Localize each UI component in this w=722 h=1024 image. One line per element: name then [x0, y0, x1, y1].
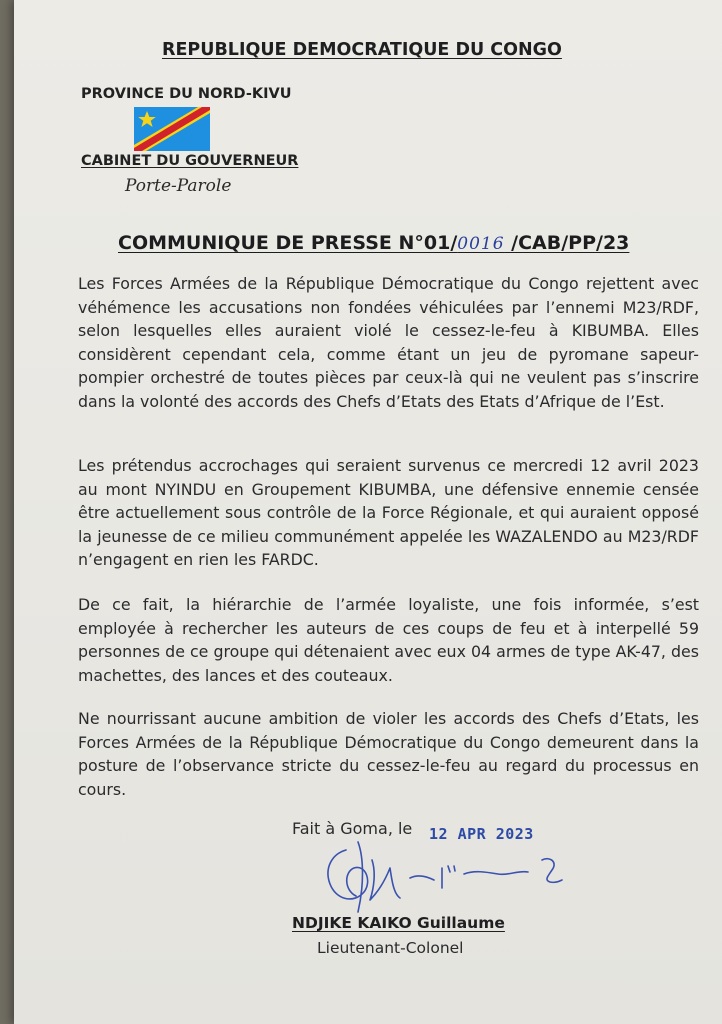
- handwritten-number: 0016: [457, 234, 505, 254]
- handwritten-signature: [314, 838, 584, 923]
- office-subtitle: Porte-Parole: [125, 176, 232, 196]
- place-date-line: Fait à Goma, le: [292, 819, 413, 838]
- drc-flag-icon: [134, 107, 210, 151]
- title-suffix: /CAB/PP/23: [504, 232, 630, 254]
- signer-name: NDJIKE KAIKO Guillaume: [292, 914, 505, 932]
- paragraph-3: De ce fait, la hiérarchie de l’armée loyaliste, une fois informée, s’est employée à rechercher les auteurs de ces coups de feu et à interpellé 59 personnes de ce groupe qui détenaient avec eux 04 armes de type AK-47, des machettes, des lances et des couteaux.: [78, 595, 699, 685]
- cabinet-heading: CABINET DU GOUVERNEUR: [81, 153, 299, 169]
- republic-heading: REPUBLIQUE DEMOCRATIQUE DU CONGO: [162, 40, 562, 60]
- paragraph-1: Les Forces Armées de la République Démocratique du Congo rejettent avec véhémence les accusations non fondées véhiculées par l’ennemi M23/RDF, selon lesquelles elles auraient violé le cessez-le-feu à KIBUMBA. Elles considèrent cependant cela, comme étant un jeu de pyromane sapeur-pompier orchestré de toutes pièces par ceux-là qui ne veulent pas s’inscrire dans la volonté des accords des Chefs d’Etats des Etats d’Afrique de l’Est.: [78, 274, 699, 411]
- title-prefix: COMMUNIQUE DE PRESSE N°01/: [118, 232, 458, 254]
- communique-title: [118, 232, 629, 254]
- document-page: [14, 0, 722, 1024]
- province-heading: PROVINCE DU NORD-KIVU: [81, 86, 292, 102]
- paragraph-2: Les prétendus accrochages qui seraient survenus ce mercredi 12 avril 2023 au mont NYINDU en Groupement KIBUMBA, une défensive ennemie censée être actuellement sous contrôle de la Force Régionale, et qui auraient opposé la jeunesse de ce milieu communément appelée les WAZALENDO au M23/RDF n’engagent en rien les FARDC.: [78, 456, 699, 570]
- paragraph-4: Ne nourrissant aucune ambition de violer les accords des Chefs d’Etats, les Forces Armées de la République Démocratique du Congo demeurent dans la posture de l’observance stricte du cessez-le-feu au regard du processus en cours.: [78, 709, 699, 799]
- date-stamp: 12 APR 2023: [429, 825, 534, 843]
- signer-rank: Lieutenant-Colonel: [317, 939, 464, 957]
